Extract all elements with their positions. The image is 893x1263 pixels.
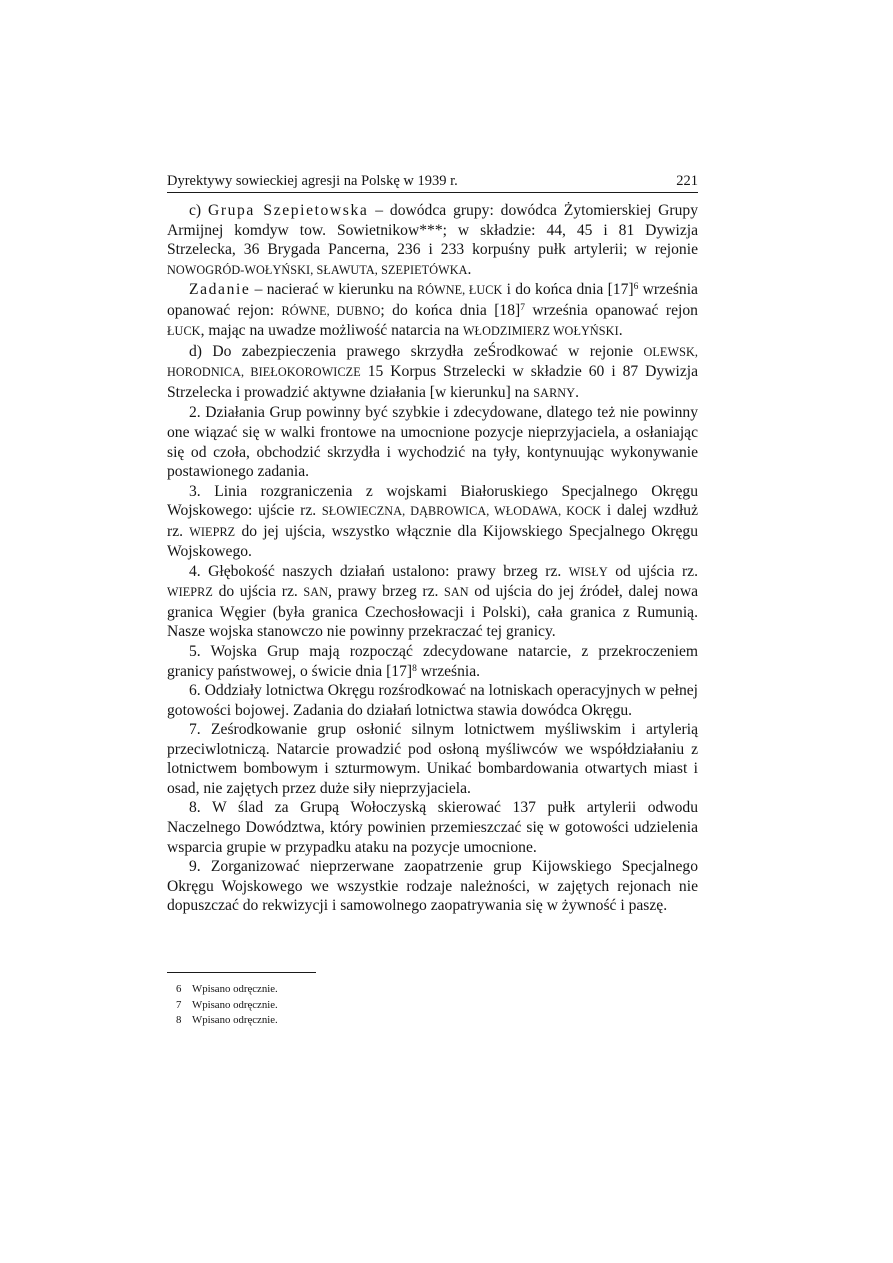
text-run: . bbox=[467, 260, 472, 278]
footnote-text: Wpisano odręcznie. bbox=[192, 1014, 278, 1026]
footnote bbox=[176, 1013, 476, 1029]
footnote bbox=[176, 982, 476, 998]
text-run: od ujścia rz. bbox=[607, 562, 698, 580]
place-names: SAN bbox=[444, 585, 469, 600]
place-names: OLEWSK, HORODNICA, BIEŁOKOROWICZE bbox=[167, 344, 698, 380]
text-run: 4. Głębokość naszych działań ustalono: prawy brzeg rz. bbox=[189, 562, 569, 580]
text-run: c) bbox=[189, 202, 208, 219]
paragraph-right-flank bbox=[167, 342, 698, 404]
footnote bbox=[176, 998, 476, 1014]
text-run: – nacierać w kierunku na bbox=[250, 281, 417, 299]
text-run: . bbox=[618, 322, 623, 340]
footnote-number: 8 bbox=[176, 1014, 182, 1026]
place-names: ŁUCK bbox=[167, 324, 201, 339]
text-run: i dalej wzdłuż rz. bbox=[167, 502, 698, 540]
group-name: Grupa Szepietowska bbox=[207, 202, 369, 219]
text-run: 15 Korpus Strzelecki w składzie 60 i 87 Dywizja Strzelecka i prowadzić aktywne działania [w kierunku] na bbox=[167, 363, 698, 401]
text-run: – dowódca grupy: dowódca Żytomierskiej Grupy Armijnej komdyw tow. Sowietnikow***; w składzie: 44, 45 i 81 Dywizja Strzelecka, 36 Brygada Pancerna, 236 i 233 korpuśny pułk artylerii; w rejonie bbox=[167, 202, 698, 259]
footnote-rule bbox=[167, 972, 316, 973]
place-names: SAN bbox=[303, 585, 329, 600]
footnotes bbox=[176, 982, 476, 1029]
text-run: . bbox=[575, 383, 580, 401]
text-run: i do końca dnia [17] bbox=[502, 281, 634, 299]
text-run: , mając na uwadze możliwość natarcia na bbox=[200, 322, 463, 340]
running-title: Dyrektywy sowieckiej agresji na Polskę w 1939 r. bbox=[167, 173, 458, 189]
footnote-ref: 7 bbox=[520, 302, 525, 313]
header-rule bbox=[167, 192, 698, 193]
paragraph-point-4 bbox=[167, 562, 698, 642]
paragraph-point-2: 2. Działania Grup powinny być szybkie i zdecydowane, dlatego też nie powinny one wiązać się w walki frontowe na umocnione pozycje nieprzyjaciela, a osłaniając się od czoła, obchodzić skrzydła i wychodzić na tyły, kontynuując wykonywanie postawionego zadania. bbox=[167, 404, 698, 481]
place-names: WŁODZIMIERZ WOŁYŃSKI bbox=[462, 324, 619, 339]
place-names: WIEPRZ bbox=[167, 585, 213, 600]
text-run: od ujścia do jej źródeł, dalej nowa granica Węgier (była granica Czechosłowacji i Polski), cała granica z Rumunią. Nasze wojska stanowczo nie powinny przekraczać tej granicy. bbox=[167, 583, 698, 641]
paragraph-point-7: 7. Ześrodkowanie grup osłonić silnym lotnictwem myśliwskim i artylerią przeciwlotniczą. Natarcie prowadzić pod osłoną myśliwców we współdziałaniu z lotnictwem bombowym i szturmowym. Unikać bombardowania otwartych miast i osad, nie zajętych przez duże siły nieprzyjaciela. bbox=[167, 721, 698, 797]
text-run: do jej ujścia, wszystko włącznie dla Kijowskiego Specjalnego Okręgu Wojskowego. bbox=[167, 522, 698, 561]
text-run: , prawy brzeg rz. bbox=[328, 583, 444, 601]
text-run: 3. Linia rozgraniczenia z wojskami Białoruskiego Specjalnego Okręgu Wojskowego: ujście rz. bbox=[167, 482, 698, 520]
paragraph-point-9: 9. Zorganizować nieprzerwane zaopatrzenie grup Kijowskiego Specjalnego Okręgu Wojskowego we wszystkie rodzaje należności, w zajętych rejonach nie dopuszczać do rekwizycji i samowolnego zaopatrywania się w żywność i paszę. bbox=[167, 858, 698, 915]
footnote-text: Wpisano odręcznie. bbox=[192, 998, 278, 1011]
paragraph-point-6: 6. Oddziały lotnictwa Okręgu rozśrodkować na lotniskach operacyjnych w pełnej gotowości bojowej. Zadania do działań lotnictwa stawia dowódca Okręgu. bbox=[167, 682, 698, 719]
place-names: WIEPRZ bbox=[189, 524, 236, 539]
place-names: SARNY bbox=[533, 385, 576, 400]
footnote-number: 6 bbox=[176, 983, 182, 995]
running-header bbox=[167, 171, 698, 191]
paragraph-group-szepietowska bbox=[167, 201, 698, 280]
paragraph-point-5 bbox=[167, 642, 698, 681]
place-names: RÓWNE, DUBNO bbox=[281, 303, 381, 318]
paragraph-point-3 bbox=[167, 482, 698, 562]
text-run: września. bbox=[416, 662, 481, 680]
footnote-ref: 6 bbox=[633, 282, 639, 293]
footnote-text: Wpisano odręcznie. bbox=[192, 983, 278, 995]
place-names: SŁOWIECZNA, DĄBROWICA, WŁODAWA, KOCK bbox=[321, 504, 602, 519]
text-run: ; do końca dnia [18] bbox=[380, 301, 521, 319]
body-text bbox=[167, 201, 698, 916]
page-number: 221 bbox=[676, 173, 698, 189]
text-run: września opanować rejon bbox=[524, 301, 698, 319]
text-run: 5. Wojska Grup mają rozpocząć zdecydowane natarcie, z przekroczeniem granicy państwowej, o świcie dnia [17] bbox=[167, 643, 698, 680]
paragraph-task bbox=[167, 280, 698, 342]
task-label: Zadanie bbox=[189, 281, 251, 299]
text-run: września opanować rejon: bbox=[167, 281, 698, 319]
text-run: do ujścia rz. bbox=[212, 583, 304, 601]
paragraph-point-8: 8. W ślad za Grupą Wołoczyską skierować 137 pułk artylerii odwodu Naczelnego Dowództwa, który powinien przemieszczać się w gotowości udzielenia wsparcia grupie w przypadku ataku na pozycje umocnione. bbox=[167, 799, 698, 856]
text-run: d) Do zabezpieczenia prawego skrzydła zeŚrodkować w rejonie bbox=[189, 342, 644, 360]
place-names: WISŁY bbox=[568, 564, 608, 579]
footnote-ref: 8 bbox=[412, 663, 417, 674]
place-names: RÓWNE, ŁUCK bbox=[417, 283, 503, 298]
place-names: NOWOGRÓD-WOŁYŃSKI, SŁAWUTA, SZEPIETÓWKA bbox=[167, 262, 468, 277]
footnote-number: 7 bbox=[176, 998, 182, 1011]
